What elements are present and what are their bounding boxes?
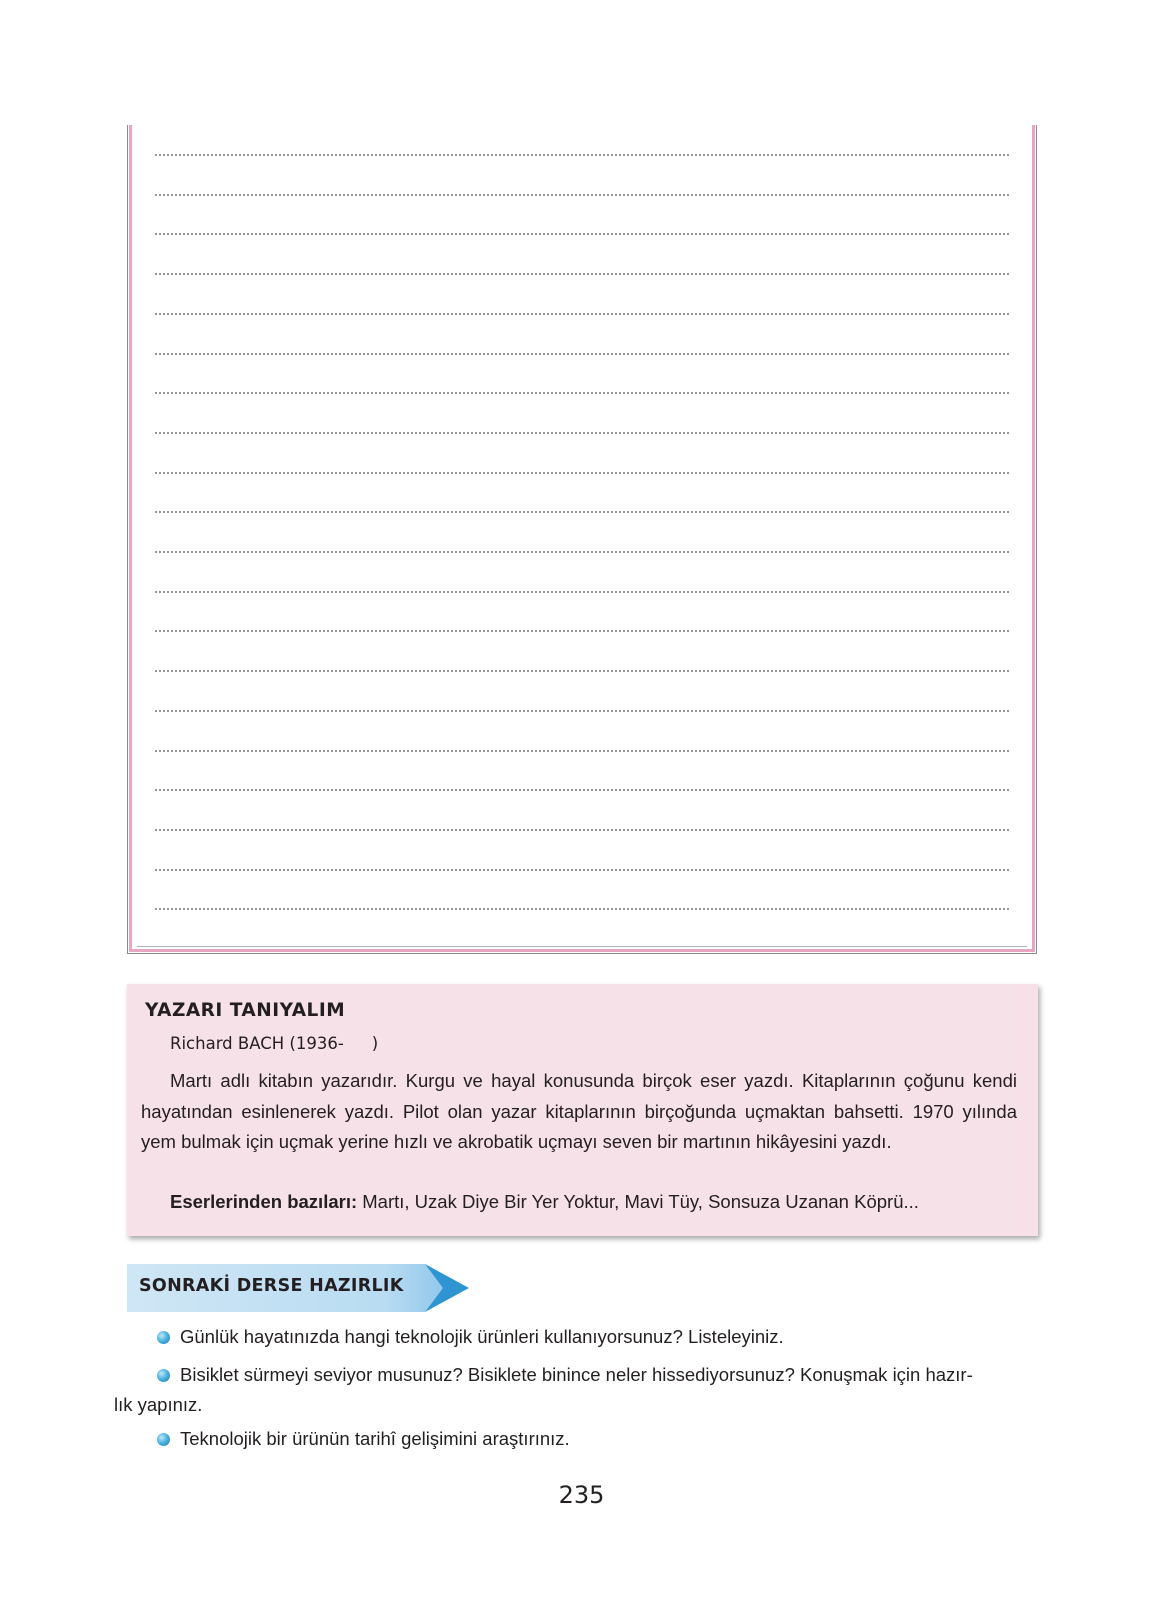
bullet-icon — [157, 1433, 170, 1446]
list-item-text: Bisiklet sürmeyi seviyor musunuz? Bisiklete binince neler hissediyorsunuz? Konuşmak için hazır- — [180, 1364, 973, 1385]
author-works-list: Martı, Uzak Diye Bir Yer Yoktur, Mavi Tüy, Sonsuza Uzanan Köprü... — [357, 1191, 919, 1212]
dotted-writing-line — [154, 591, 1009, 593]
bullet-icon — [157, 1369, 170, 1382]
dotted-writing-line — [154, 789, 1009, 791]
writing-area[interactable] — [129, 125, 1035, 952]
dotted-writing-line — [154, 908, 1009, 910]
dotted-writing-line — [154, 750, 1009, 752]
next-lesson-banner — [127, 1264, 469, 1312]
author-name — [170, 1034, 378, 1053]
dotted-writing-line — [154, 154, 1009, 156]
dotted-writing-line — [154, 670, 1009, 672]
dotted-writing-line — [154, 313, 1009, 315]
dotted-writing-line — [154, 194, 1009, 196]
author-name-text: Richard BACH (1936- — [170, 1034, 344, 1053]
frame-inner-bottom — [137, 946, 1027, 947]
author-name-close: ) — [371, 1034, 379, 1053]
author-bio: Martı adlı kitabın yazarıdır. Kurgu ve hayal konusunda birçok eser yazdı. Kitaplarının çoğunu kendi hayatından esinlenerek yazdı. Pilot olan yazar kitaplarının birçoğunda uçmaktan bahsetti. 1970 yılında yem bulmak için uçmak yerine hızlı ve akrobatik uçmayı seven bir martının hikâyesini yazdı. — [141, 1070, 1017, 1152]
dotted-writing-line — [154, 273, 1009, 275]
dotted-writing-line — [154, 829, 1009, 831]
author-info-box — [127, 984, 1038, 1236]
list-item-continuation — [114, 1389, 1044, 1421]
list-item — [114, 1359, 1044, 1391]
bullet-icon — [157, 1331, 170, 1344]
list-item-text: Teknolojik bir ürünün tarihî gelişimini araştırınız. — [180, 1428, 570, 1449]
dotted-writing-line — [154, 551, 1009, 553]
list-item — [114, 1321, 1044, 1353]
dotted-writing-line — [154, 869, 1009, 871]
frame-outline-left — [127, 125, 128, 954]
dotted-writing-line — [154, 511, 1009, 513]
page-number: 235 — [558, 1481, 605, 1509]
list-item-text: lık yapınız. — [114, 1394, 203, 1415]
dotted-writing-line — [154, 233, 1009, 235]
dotted-writing-line — [154, 392, 1009, 394]
list-item-text: Günlük hayatınızda hangi teknolojik ürünleri kullanıyorsunuz? Listeleyiniz. — [180, 1326, 784, 1347]
author-box-title: YAZARI TANIYALIM — [145, 1000, 346, 1021]
author-works — [170, 1191, 919, 1213]
list-item — [114, 1423, 1044, 1455]
dotted-writing-line — [154, 353, 1009, 355]
dotted-writing-line — [154, 710, 1009, 712]
dotted-writing-line — [154, 432, 1009, 434]
frame-outline-bottom — [127, 953, 1037, 954]
next-lesson-title: SONRAKİ DERSE HAZIRLIK — [139, 1276, 404, 1296]
dotted-writing-line — [154, 630, 1009, 632]
author-works-label: Eserlerinden bazıları: — [170, 1191, 358, 1212]
frame-outline-right — [1036, 125, 1037, 954]
dotted-writing-line — [154, 472, 1009, 474]
